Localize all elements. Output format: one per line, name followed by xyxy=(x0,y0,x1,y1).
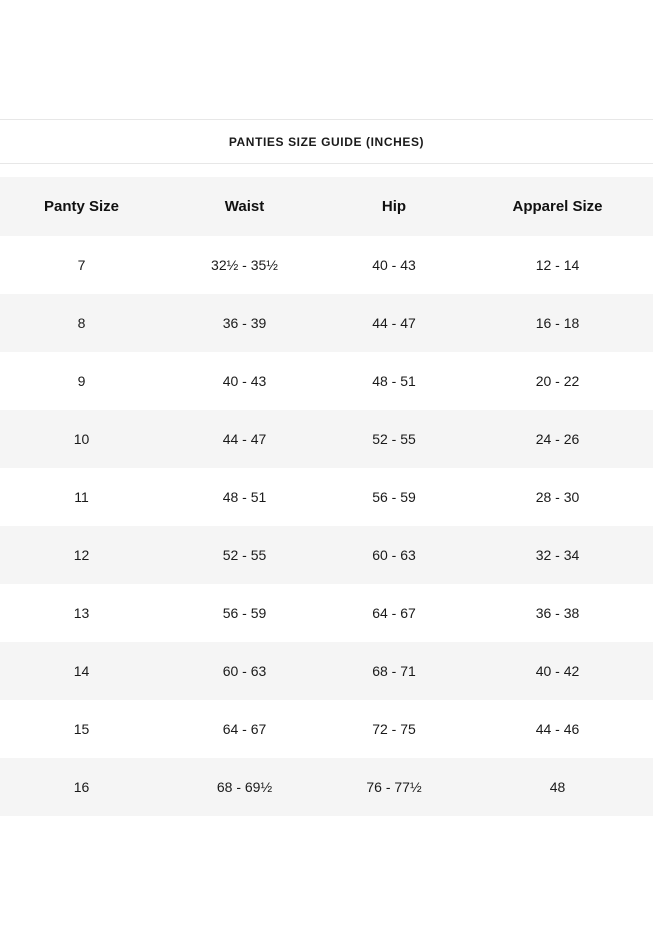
size-guide-title: PANTIES SIZE GUIDE (INCHES) xyxy=(228,134,425,149)
table-cell: 44 - 46 xyxy=(535,721,580,737)
table-cell: 15 xyxy=(73,721,90,737)
table-row xyxy=(0,236,653,294)
table-row xyxy=(0,700,653,758)
table-body xyxy=(0,236,653,816)
table-cell: 12 xyxy=(73,547,90,563)
table-row xyxy=(0,584,653,642)
header-hip: Hip xyxy=(381,198,407,215)
table-cell: 72 - 75 xyxy=(372,721,416,737)
header-waist: Waist xyxy=(224,198,265,215)
table-cell: 76 - 77½ xyxy=(366,779,422,795)
size-guide-table xyxy=(0,177,653,816)
table-cell: 48 - 51 xyxy=(222,489,267,505)
table-cell: 9 xyxy=(77,373,86,389)
table-cell: 56 - 59 xyxy=(372,489,416,505)
table-cell: 16 - 18 xyxy=(535,315,580,331)
table-row xyxy=(0,642,653,700)
table-cell: 10 xyxy=(73,431,90,447)
table-cell: 28 - 30 xyxy=(535,489,580,505)
table-cell: 68 - 69½ xyxy=(216,779,273,795)
table-row xyxy=(0,294,653,352)
table-cell: 52 - 55 xyxy=(222,547,267,563)
table-row xyxy=(0,758,653,816)
table-header-row xyxy=(0,177,653,236)
table-cell: 44 - 47 xyxy=(222,431,267,447)
table-row xyxy=(0,352,653,410)
table-row xyxy=(0,410,653,468)
table-cell: 24 - 26 xyxy=(535,431,580,447)
header-panty-size: Panty Size xyxy=(43,198,120,215)
table-cell: 40 - 43 xyxy=(372,257,416,273)
table-cell: 48 - 51 xyxy=(372,373,416,389)
table-cell: 12 - 14 xyxy=(535,257,580,273)
table-cell: 14 xyxy=(73,663,90,679)
table-cell: 11 xyxy=(74,489,89,505)
table-cell: 44 - 47 xyxy=(372,315,416,331)
table-cell: 40 - 43 xyxy=(222,373,267,389)
table-cell: 7 xyxy=(77,257,86,273)
table-cell: 13 xyxy=(73,605,90,621)
table-row xyxy=(0,468,653,526)
table-cell: 20 - 22 xyxy=(535,373,580,389)
table-cell: 64 - 67 xyxy=(372,605,416,621)
table-cell: 60 - 63 xyxy=(372,547,416,563)
table-cell: 40 - 42 xyxy=(535,663,580,679)
table-cell: 56 - 59 xyxy=(222,605,267,621)
title-table-gap xyxy=(0,164,653,177)
table-cell: 64 - 67 xyxy=(222,721,267,737)
table-cell: 52 - 55 xyxy=(372,431,416,447)
table-cell: 68 - 71 xyxy=(372,663,416,679)
table-cell: 36 - 38 xyxy=(535,605,580,621)
table-cell: 32 - 34 xyxy=(535,547,580,563)
table-row xyxy=(0,526,653,584)
table-cell: 60 - 63 xyxy=(222,663,267,679)
table-cell: 36 - 39 xyxy=(222,315,267,331)
header-apparel-size: Apparel Size xyxy=(512,198,603,215)
size-guide-title-bar xyxy=(0,119,653,164)
top-spacer xyxy=(0,0,653,119)
table-cell: 32½ - 35½ xyxy=(211,257,278,273)
table-cell: 8 xyxy=(77,315,86,331)
table-cell: 48 xyxy=(549,779,566,795)
table-cell: 16 xyxy=(73,779,90,795)
